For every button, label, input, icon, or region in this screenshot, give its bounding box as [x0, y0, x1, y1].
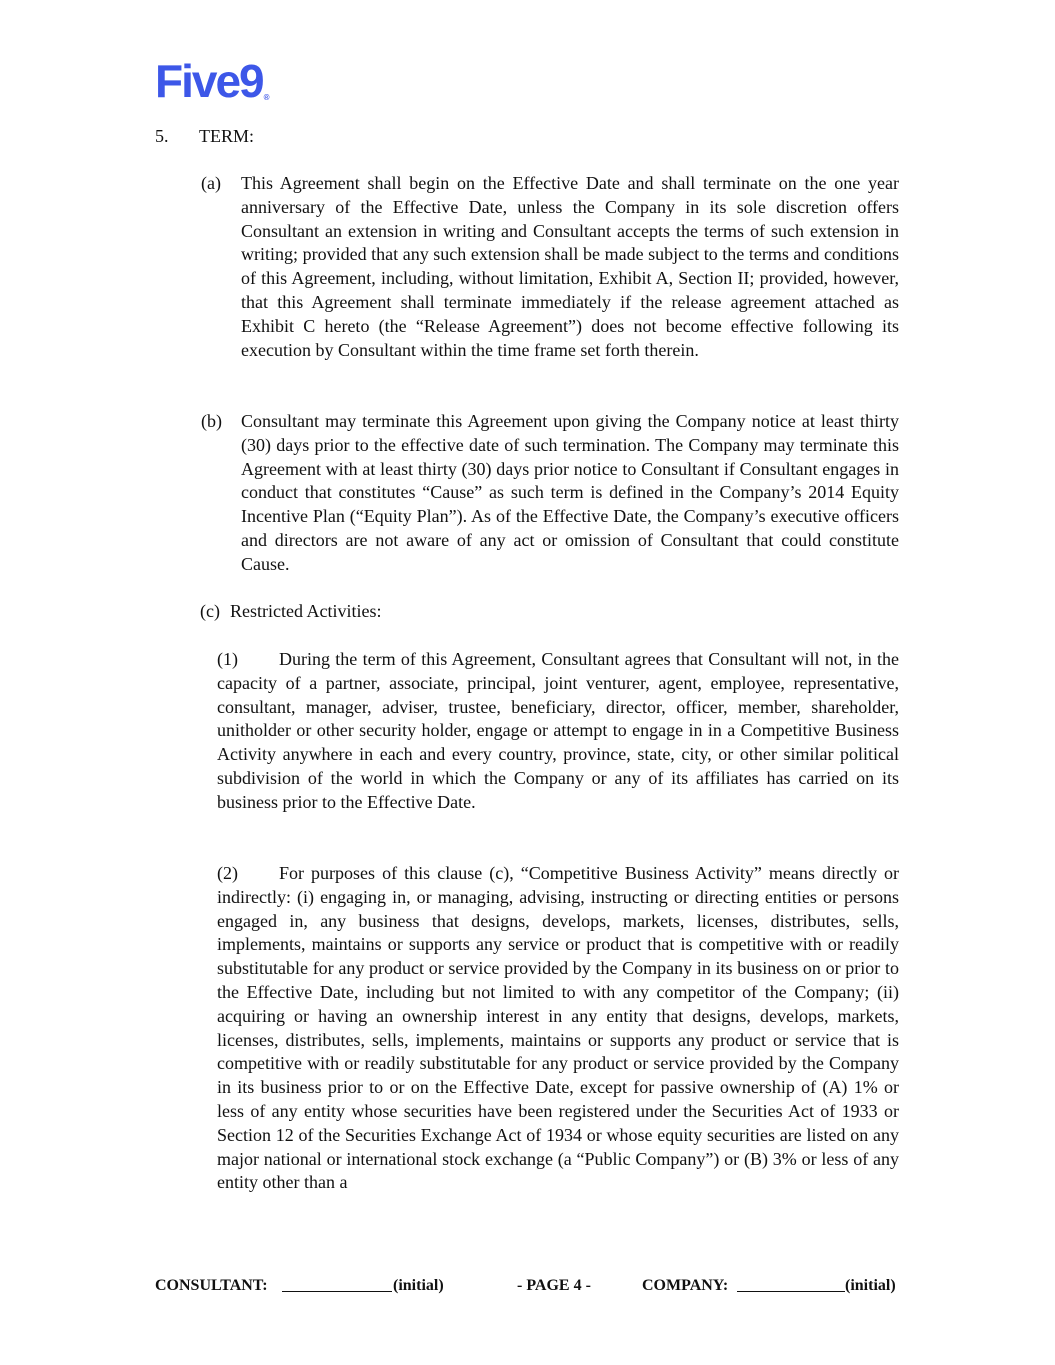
subclause-2-label: (2)	[217, 863, 238, 883]
consultant-initial-label: (initial)	[393, 1277, 444, 1294]
company-initial-label: (initial)	[845, 1277, 896, 1294]
clause-c	[200, 600, 898, 624]
consultant-label: CONSULTANT:	[155, 1277, 268, 1294]
subclause-1-text: During the term of this Agreement, Consultant agrees that Consultant will not, in the capacity of a partner, associate, principal, joint venturer, agent, employee, representative, consultant, manager, adviser, trustee, beneficiary, director, officer, member, shareholder, unitholder or other security holder, engage or attempt to engage in in a Competitive Business Activity anywhere in each and every country, province, state, city, or other similar political subdivision of the world in which the Company or any of its affiliates has carried on its business prior to the Effective Date.	[217, 649, 899, 812]
registered-mark: ®	[263, 93, 270, 102]
clause-b-label: (b)	[201, 411, 222, 431]
clause-b	[201, 410, 899, 577]
consultant-initial-line	[282, 1275, 392, 1292]
five9-logo	[155, 55, 270, 107]
subclause-1	[217, 648, 899, 815]
clause-a-text: This Agreement shall begin on the Effective Date and shall terminate on the one year anniversary of the Effective Date, unless the Company in its sole discretion offers Consultant an extension in writing and Consultant accepts the terms of such extension in writing; provided that any such extension shall be made subject to the terms and conditions of this Agreement, including, without limitation, Exhibit A, Section II; provided, however, that this Agreement shall terminate immediately if the release agreement attached as Exhibit C hereto (the “Release Agreement”) does not become effective following its execution by Consultant within the time frame set forth therein.	[241, 173, 899, 360]
clause-a	[201, 172, 899, 362]
section-heading	[155, 124, 254, 148]
page-footer	[155, 1275, 900, 1297]
company-initial-line	[737, 1275, 845, 1292]
section-number: 5.	[155, 126, 169, 146]
logo-text: Five9	[155, 55, 263, 107]
section-title: TERM:	[199, 126, 255, 146]
page-number: - PAGE 4 -	[517, 1277, 591, 1294]
clause-a-label: (a)	[201, 173, 221, 193]
clause-c-label: (c)	[200, 601, 220, 621]
company-label: COMPANY:	[642, 1277, 729, 1294]
subclause-2	[217, 862, 899, 1195]
clause-c-text: Restricted Activities:	[230, 601, 382, 621]
subclause-2-text: For purposes of this clause (c), “Competitive Business Activity” means directly or indirectly: (i) engaging in, or managing, advising, instructing or directing entities or persons engaged in, any business that designs, develops, markets, licenses, distributes, sells, implements, maintains or supports any service or product that is competitive with or readily substitutable for any product or service provided by the Company in its business on or prior to the Effective Date, including but not limited to with any competitor of the Company; (ii) acquiring or having an ownership interest in any entity that designs, develops, markets, licenses, distributes, sells, implements, maintains or supports any product or service that is competitive with or readily substitutable for any product or service provided by the Company in its business prior to or on the Effective Date, except for passive ownership of (A) 1% or less of any entity whose securities have been registered under the Securities Act of 1933 or Section 12 of the Securities Exchange Act of 1934 or whose equity securities are listed on any major national or international stock exchange (a “Public Company”) or (B) 3% or less of any entity other than a	[217, 863, 899, 1193]
subclause-1-label: (1)	[217, 649, 238, 669]
clause-b-text: Consultant may terminate this Agreement upon giving the Company notice at least thirty (30) days prior to the effective date of such termination. The Company may terminate this Agreement with at least thirty (30) days prior notice to Consultant if Consultant engages in conduct that constitutes “Cause” as such term is defined in the Company’s 2014 Equity Incentive Plan (“Equity Plan”). As of the Effective Date, the Company’s executive officers and directors are not aware of any act or omission of Consultant that could constitute Cause.	[241, 411, 899, 574]
